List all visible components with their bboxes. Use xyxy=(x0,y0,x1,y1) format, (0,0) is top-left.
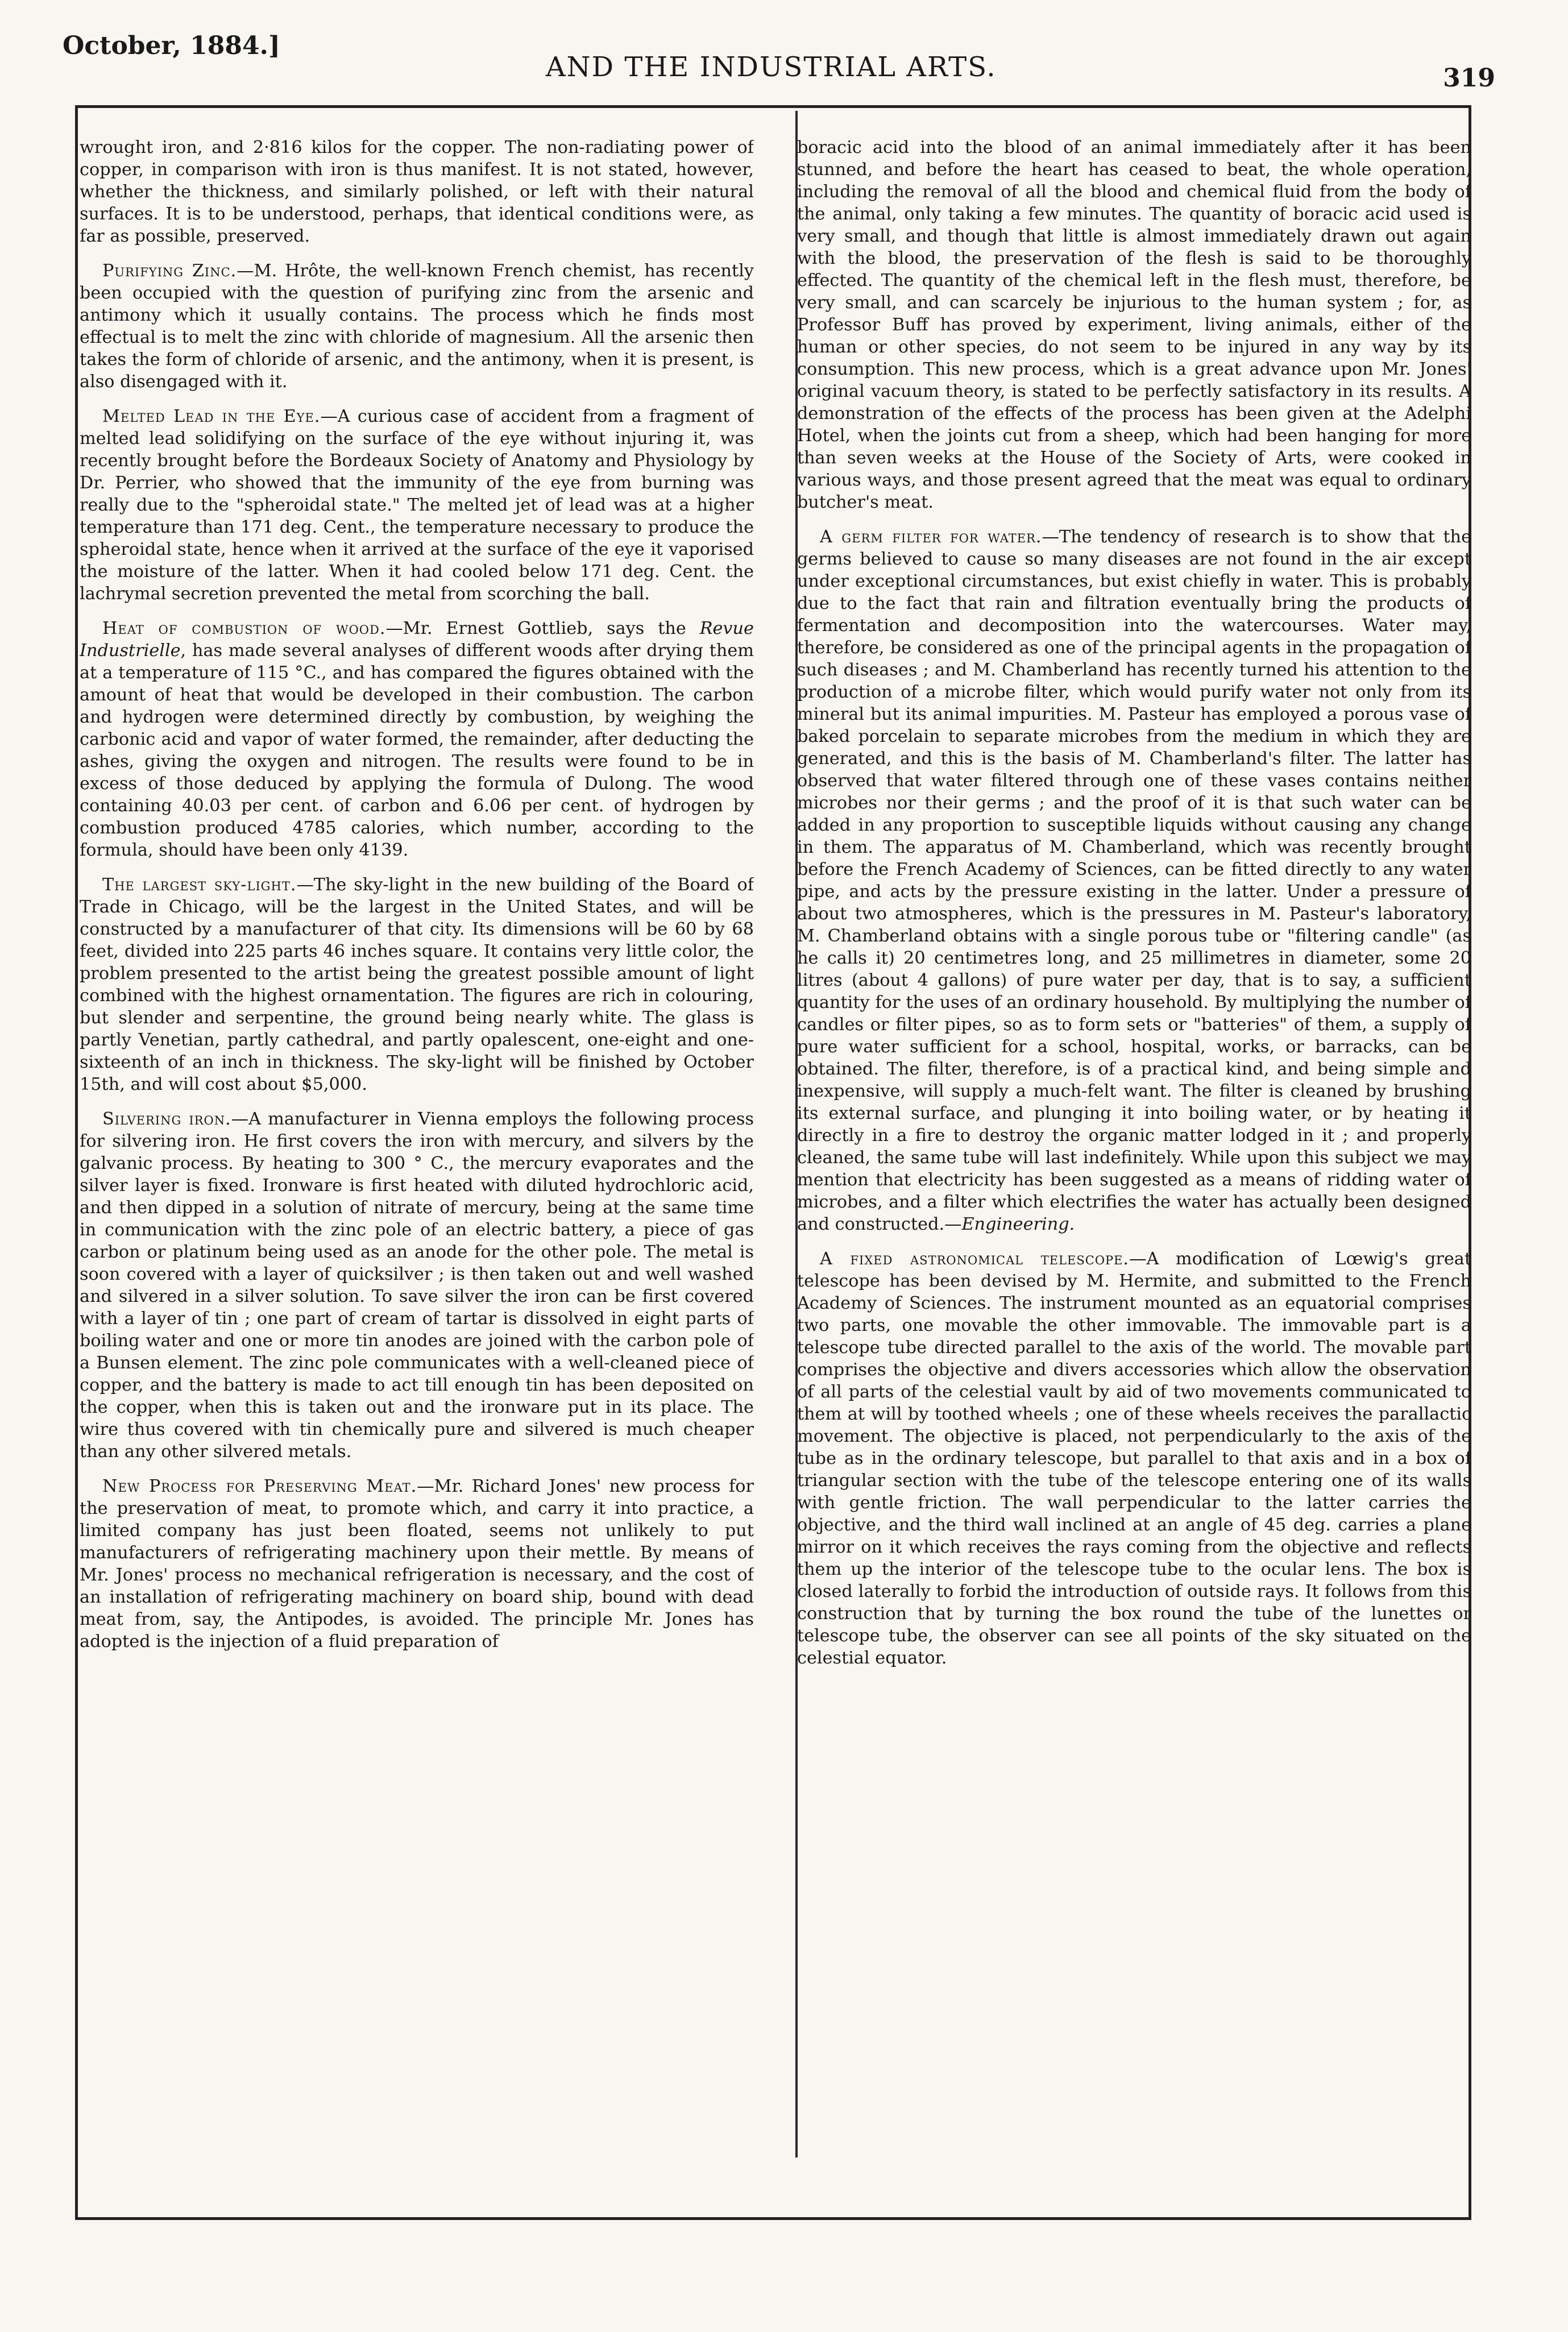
left-column xyxy=(80,136,754,2155)
paragraph-text: —Mr. Ernest Gottlieb, says the xyxy=(385,619,700,638)
article-paragraph xyxy=(80,136,754,247)
running-header xyxy=(0,0,1568,114)
article-silvering-iron xyxy=(80,1108,754,1463)
paragraph-text: —Mr. Richard Jones' new process for the preservation of meat, to promote which, and carry it into practice, a limited company has just been floated, seems not unlikely to put manufacturers of refrigerating machinery upon their mettle. By means of Mr. Jones' process no mechanical refrigeration is necessary, and the cost of an installation of refrigerating machinery on board ship, bound with dead meat from, say, the Antipodes, is avoided. The principle Mr. Jones has adopted is the injection of a fluid preparation of xyxy=(80,1476,754,1652)
article-paragraph xyxy=(797,136,1471,513)
article-preserving-meat xyxy=(80,1475,754,1653)
paragraph-text: boracic acid into the blood of an animal immediately after it has been stunned, and before the heart has ceased to beat, the whole operation, including the removal of all the blood and chemical fluid from the body of the animal, only taking a few minutes. The quantity of boracic acid used is very small, and though that little is almost immediately drawn out again with the blood, the preservation of the flesh is said to be thoroughly effected. The quantity of the chemical left in the flesh must, therefore, be very small, and can scarcely be injurious to the human system ; for, as Professor Buff has proved by experiment, living animals, either of the human or other species, do not seem to be injured in any way by its consumption. This new process, which is a great advance upon Mr. Jones' original vacuum theory, is stated to be perfectly satisfactory in its results. A demonstration of the effects of the process has been given at the Adelphi Hotel, when the joints cut from a sheep, which had been hanging for more than seven weeks at the House of the Society of Arts, were cooked in various ways, and those present agreed that the meat was equal to ordinary butcher's meat. xyxy=(797,138,1471,512)
article-heading: A germ filter for water. xyxy=(820,527,1042,547)
source-credit: Engineering. xyxy=(961,1214,1075,1234)
right-column xyxy=(797,136,1471,2155)
article-heading: New Process for Preserving Meat. xyxy=(102,1476,417,1496)
paragraph-text: —M. Hrôte, the well-known French chemist, has recently been occupied with the question of purifying zinc from the arsenic and antimony which it usually contains. The process which he finds most effectual is to melt the zinc with chloride of magnesium. All the arsenic then takes the form of chloride of arsenic, and the antimony, when it is present, is also disengaged with it. xyxy=(80,261,754,392)
article-heading: A fixed astronomical telescope. xyxy=(820,1249,1130,1269)
journal-title: Revue Industrielle xyxy=(80,619,754,661)
page-number: 319 xyxy=(1443,64,1495,93)
article-heading: Heat of combustion of wood. xyxy=(102,619,386,638)
article-astronomical-telescope xyxy=(797,1248,1471,1669)
article-heading: Purifying Zinc. xyxy=(102,261,237,281)
paragraph-text: , has made several analyses of different woods after drying them at a temperature of 115 °C., and has compared the figures obtained with the amount of heat that would be developed in their combustion. The carbon and hydrogen were determined directly by combustion, by weighing the carbonic acid and vapor of water formed, the remainder, after deducting the ashes, giving the oxygen and nitrogen. The results were found to be in excess of those deduced by applying the formula of Dulong. The wood containing 40.03 per cent. of carbon and 6.06 per cent. of hydrogen by combustion produced 4785 calories, which number, according to the formula, should have been only 4139. xyxy=(80,641,754,860)
article-germ-filter xyxy=(797,526,1471,1235)
paragraph-text: wrought iron, and 2·816 kilos for the copper. The non-radiating power of copper, in comparison with iron is thus manifest. It is not stated, however, whether the thickness, and similarly polished, or left with their natural surfaces. It is to be understood, perhaps, that identical conditions were, as far as possible, preserved. xyxy=(80,138,754,246)
running-title: AND THE INDUSTRIAL ARTS. xyxy=(546,51,997,83)
paragraph-text: —A manufacturer in Vienna employs the following process for silvering iron. He first covers the iron with mercury, and silvers by the galvanic process. By heating to 300 ° C., the mercury evaporates and the silver layer is fixed. Ironware is first heated with diluted hydrochloric acid, and then dipped in a solution of nitrate of mercury, being at the same time in communication with the zinc pole of an electric battery, a piece of gas carbon or platinum being used as an anode for the other pole. The metal is soon covered with a layer of quicksilver ; is then taken out and well washed and silvered in a silver solution. To save silver the iron can be first covered with a layer of tin ; one part of cream of tartar is dissolved in eight parts of boiling water and one or more tin anodes are joined with the carbon pole of a Bunsen element. The zinc pole communicates with a well-cleaned piece of copper, and the battery is made to act till enough tin has been deposited on the copper, when this is taken out and the ironware put in its place. The wire thus covered with tin chemically pure and silvered is much cheaper than any other silvered metals. xyxy=(80,1109,754,1462)
paragraph-text: —The sky-light in the new building of the Board of Trade in Chicago, will be the largest in the United States, and will be constructed by a manufacturer of that city. Its dimensions will be 60 by 68 feet, divided into 225 parts 46 inches square. It contains very little color, the problem presented to the artist being the greatest possible amount of light combined with the highest ornamentation. The figures are rich in colouring, but slender and serpentine, the ground being nearly white. The glass is partly Venetian, partly cathedral, and partly opalescent, one-eight and one-sixteenth of an inch in thickness. The sky-light will be finished by October 15th, and will cost about $5,000. xyxy=(80,875,754,1094)
paragraph-text: —The tendency of research is to show that the germs believed to cause so many diseases are not found in the air except under exceptional circumstances, but exist chiefly in water. This is probably due to the fact that rain and filtration eventually bring the products of fermentation and decomposition into the watercourses. Water may, therefore, be considered as one of the principal agents in the propagation of such diseases ; and M. Chamberland has recently turned his attention to the production of a microbe filter, which would purify water not only from its mineral but its animal impurities. M. Pasteur has employed a porous vase of baked porcelain to separate microbes from the medium in which they are generated, and this is the basis of M. Chamberland's filter. The latter has observed that water filtered through one of these vases contains neither microbes nor their germs ; and the proof of it is that such water can be added in any proportion to susceptible liquids without causing any change in them. The apparatus of M. Chamberland, which was recently brought before the French Academy of Sciences, can be fitted directly to any water pipe, and acts by the pressure existing in the latter. Under a pressure of about two atmospheres, which is the pressures in M. Pasteur's laboratory, M. Chamberland obtains with a single porous tube or "filtering candle" (as he calls it) 20 centimetres long, and 25 millimetres in diameter, some 20 litres (about 4 gallons) of pure water per day, that is to say, a sufficient quantity for the uses of an ordinary household. By multiplying the number of candles or filter pipes, so as to form sets or "batteries" of them, a supply of pure water sufficient for a school, hospital, works, or barracks, can be obtained. The filter, therefore, is of a practical kind, and being simple and inexpensive, will supply a much-felt want. The filter is cleaned by brushing its external surface, and plunging it into boiling water, or by heating it directly in a fire to destroy the organic matter lodged in it ; and properly cleaned, the same tube will last indefinitely. While upon this subject we may mention that electricity has been suggested as a means of ridding water of microbes, and a filter which electrifies the water has actually been designed and constructed.— xyxy=(797,527,1471,1234)
article-melted-lead xyxy=(80,405,754,605)
article-heat-of-combustion xyxy=(80,617,754,861)
article-sky-light xyxy=(80,874,754,1096)
article-heading: Silvering iron. xyxy=(102,1109,231,1129)
article-purifying-zinc xyxy=(80,260,754,393)
article-heading: The largest sky-light. xyxy=(102,875,297,895)
paragraph-text: —A modification of Lœwig's great telescope has been devised by M. Hermite, and submitted to the French Academy of Sciences. The instrument mounted as an equatorial comprises two parts, one movable the other immovable. The immovable part is a telescope tube directed parallel to the axis of the world. The movable part comprises the objective and divers accessories which allow the observation of all parts of the celestial vault by aid of two movements communicated to them at will by toothed wheels ; one of these wheels receives the parallactic movement. The objective is placed, not perpendicularly to the axis of the tube as in the ordinary telescope, but parallel to that axis and in a box of triangular section with the tube of the telescope entering one of its walls with gentle friction. The wall perpendicular to the latter carries the objective, and the third wall inclined at an angle of 45 deg. carries a plane mirror on it which receives the rays coming from the objective and reflects them up the interior of the telescope tube to the ocular lens. The box is closed laterally to forbid the introduction of outside rays. It follows from this construction that by turning the box round the tube of the lunettes or telescope tube, the observer can see all points of the sky situated on the celestial equator. xyxy=(797,1249,1471,1668)
issue-date: October, 1884.] xyxy=(63,31,280,60)
article-heading: Melted Lead in the Eye. xyxy=(102,406,321,426)
paragraph-text: —A curious case of accident from a fragment of melted lead solidifying on the surface of the eye without injuring it, was recently brought before the Bordeaux Society of Anatomy and Physiology by Dr. Perrier, who showed that the immunity of the eye from burning was really due to the "spheroidal state." The melted jet of lead was at a higher temperature than 171 deg. Cent., the temperature necessary to produce the spheroidal state, hence when it arrived at the surface of the eye it vaporised the moisture of the latter. When it had cooled below 171 deg. Cent. the lachrymal secretion prevented the metal from scorching the ball. xyxy=(80,406,754,604)
